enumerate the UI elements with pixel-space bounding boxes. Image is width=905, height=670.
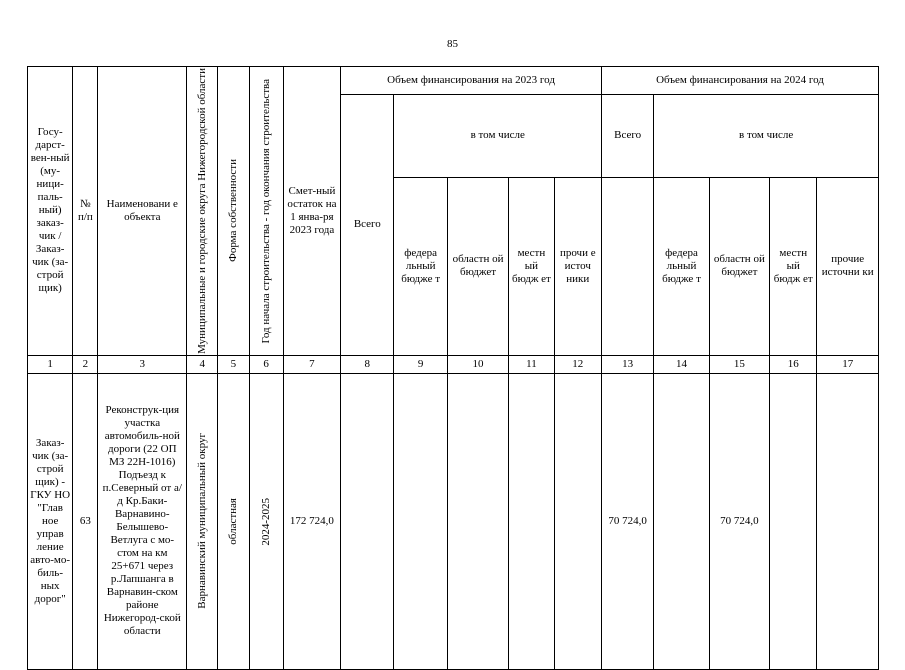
column-number: 13 bbox=[601, 355, 653, 373]
cell-estimated-balance: 172 724,0 bbox=[283, 373, 340, 669]
cell-federal-2023 bbox=[394, 373, 447, 669]
header-municipality: Муниципальные и городские округа Нижегородской области bbox=[187, 67, 218, 356]
cell-ownership: областная bbox=[218, 373, 249, 669]
header-including-2023: в том числе bbox=[394, 95, 601, 178]
column-number: 2 bbox=[73, 355, 98, 373]
header-federal-2023: федера льный бюдже т bbox=[394, 177, 447, 355]
cell-customer: Заказ-чик (за-строй щик) - ГКУ НО "Глав ное управ ление авто-мо-биль-ных дорог" bbox=[28, 373, 73, 669]
header-years: Год начала строительства - год окончания строительства bbox=[249, 67, 283, 356]
header-other-2023: прочи е источ ники bbox=[554, 177, 601, 355]
header-customer: Госу-дарст-вен-ный (му-ници-паль-ный) заказ-чик / Заказ-чик (за-строй щик) bbox=[28, 67, 73, 356]
column-number: 3 bbox=[98, 355, 187, 373]
column-number: 8 bbox=[341, 355, 394, 373]
column-number: 7 bbox=[283, 355, 340, 373]
cell-regional-2024: 70 724,0 bbox=[709, 373, 769, 669]
column-number: 17 bbox=[817, 355, 879, 373]
financing-table bbox=[27, 66, 879, 670]
column-number: 1 bbox=[28, 355, 73, 373]
header-row-number: № п/п bbox=[73, 67, 98, 356]
header-funding-2024: Объем финансирования на 2024 год bbox=[601, 67, 878, 95]
header-funding-2023: Объем финансирования на 2023 год bbox=[341, 67, 602, 95]
cell-federal-2024 bbox=[654, 373, 709, 669]
column-number: 9 bbox=[394, 355, 447, 373]
header-local-2023: местн ый бюдж ет bbox=[509, 177, 554, 355]
header-ownership: Форма собственности bbox=[218, 67, 249, 356]
cell-local-2024 bbox=[770, 373, 817, 669]
column-number: 14 bbox=[654, 355, 709, 373]
column-number: 4 bbox=[187, 355, 218, 373]
header-estimated-balance: Смет-ный остаток на 1 янва-ря 2023 года bbox=[283, 67, 340, 356]
cell-total-2024: 70 724,0 bbox=[601, 373, 653, 669]
column-number: 6 bbox=[249, 355, 283, 373]
header-total-2024: Всего bbox=[601, 95, 653, 178]
cell-object-name: Реконструк-ция участка автомобиль-ной дороги (22 ОП МЗ 22Н-1016) Подъезд к п.Северный от а/д Кр.Баки-Варнавино-Белышево-Ветлуга с мо-стом на км 25+671 через р.Лапшанга в Варнавин-ском районе Нижегород-ской области bbox=[98, 373, 187, 669]
cell-local-2023 bbox=[509, 373, 554, 669]
column-number: 16 bbox=[770, 355, 817, 373]
cell-regional-2023 bbox=[447, 373, 508, 669]
column-number: 11 bbox=[509, 355, 554, 373]
page-number: 85 bbox=[447, 38, 458, 50]
header-total-2023: Всего bbox=[341, 95, 394, 356]
cell-other-2024 bbox=[817, 373, 879, 669]
header-regional-2023: областн ой бюджет bbox=[447, 177, 508, 355]
cell-total-2023 bbox=[341, 373, 394, 669]
header-including-2024: в том числе bbox=[654, 95, 879, 178]
header-total-2024-empty bbox=[601, 177, 653, 355]
header-object-name: Наименовани е объекта bbox=[98, 67, 187, 356]
cell-municipality: Варнавинский муниципальный округ bbox=[187, 373, 218, 669]
cell-other-2023 bbox=[554, 373, 601, 669]
cell-years: 2024-2025 bbox=[249, 373, 283, 669]
header-regional-2024: областн ой бюджет bbox=[709, 177, 769, 355]
column-number: 10 bbox=[447, 355, 508, 373]
column-number: 15 bbox=[709, 355, 769, 373]
cell-row-number: 63 bbox=[73, 373, 98, 669]
column-number: 5 bbox=[218, 355, 249, 373]
header-federal-2024: федера льный бюдже т bbox=[654, 177, 709, 355]
table-row bbox=[28, 373, 879, 669]
column-number: 12 bbox=[554, 355, 601, 373]
header-local-2024: местн ый бюдж ет bbox=[770, 177, 817, 355]
header-other-2024: прочие источни ки bbox=[817, 177, 879, 355]
